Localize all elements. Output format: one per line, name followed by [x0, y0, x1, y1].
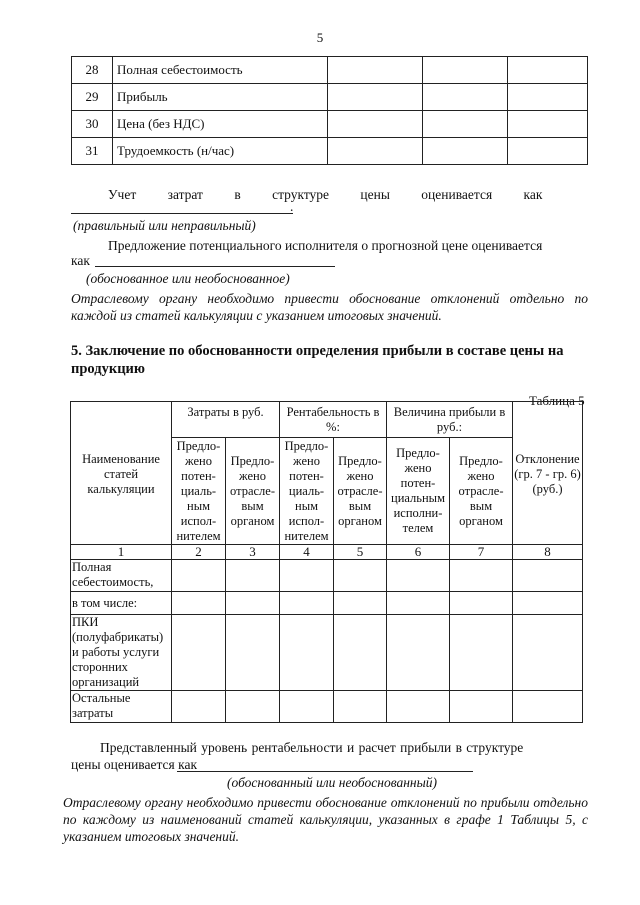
column-number: 8: [513, 545, 583, 560]
value-cell[interactable]: [387, 560, 450, 592]
profitability-blank[interactable]: [177, 771, 473, 772]
value-cell[interactable]: [226, 691, 280, 723]
value-cell[interactable]: [513, 615, 583, 691]
profitability-statement: Представленный уровень рентабельности и расчет прибыли в структуре: [100, 740, 524, 755]
sub-executor-header: Предло-жено потен-циаль-ным испол-нителем: [172, 438, 226, 545]
value-cell[interactable]: [423, 111, 508, 138]
notice-costs: Отраслевому органу необходимо привести обоснование отклонений отдельно по каждой из статей калькуляции с указанием итоговых значений.: [71, 291, 588, 323]
value-cell[interactable]: [172, 615, 226, 691]
column-number: 3: [226, 545, 280, 560]
period: .: [290, 199, 294, 214]
sub-industry-header: Предло-жено отрасле-вым органом: [334, 438, 387, 545]
table-row: [71, 592, 583, 615]
cost-accounting-hint: (правильный или неправильный): [73, 218, 256, 233]
value-cell[interactable]: [387, 592, 450, 615]
value-cell[interactable]: [508, 111, 588, 138]
table-row: [71, 560, 583, 592]
column-number: 7: [450, 545, 513, 560]
table-row: [71, 691, 583, 723]
notice-profit: Отраслевому органу необходимо привести обоснование отклонений по прибыли отдельно по каждому из наименований статей калькуляции, указанных в графе 1 Таблицы 5, с указанием итоговых значений.: [63, 795, 588, 844]
row-number: 29: [72, 84, 113, 111]
row-number: 28: [72, 57, 113, 84]
value-cell[interactable]: [513, 592, 583, 615]
value-cell[interactable]: [280, 691, 334, 723]
sub-industry-header: Предло-жено отрасле-вым органом: [226, 438, 280, 545]
price-proposal-kak: как: [71, 253, 90, 268]
cost-table-continuation: [71, 56, 588, 165]
price-proposal-hint: (обоснованное или необоснованное): [86, 271, 290, 286]
value-cell[interactable]: [423, 84, 508, 111]
value-cell[interactable]: [508, 57, 588, 84]
value-cell[interactable]: [172, 691, 226, 723]
value-cell[interactable]: [328, 84, 423, 111]
value-cell[interactable]: [450, 560, 513, 592]
row-name: Полная себестоимость: [113, 57, 328, 84]
value-cell[interactable]: [226, 560, 280, 592]
value-cell[interactable]: [513, 691, 583, 723]
costs-group-header: Затраты в руб.: [172, 402, 280, 438]
price-proposal-statement: Предложение потенциального исполнителя о прогнозной цене оценивается: [108, 238, 543, 253]
value-cell[interactable]: [423, 57, 508, 84]
col-name-header: Наименование статей калькуляции: [71, 402, 172, 545]
value-cell[interactable]: [450, 615, 513, 691]
row-number: 31: [72, 138, 113, 165]
sub-executor-header: Предло-жено потен-циаль-ным испол-нителем: [280, 438, 334, 545]
value-cell[interactable]: [280, 615, 334, 691]
value-cell[interactable]: [172, 560, 226, 592]
value-cell[interactable]: [328, 138, 423, 165]
value-cell[interactable]: [508, 138, 588, 165]
value-cell[interactable]: [226, 592, 280, 615]
deviation-header: Отклонение (гр. 7 - гр. 6) (руб.): [513, 402, 583, 545]
table-row: [72, 111, 588, 138]
table-caption: Таблица 5: [529, 393, 585, 408]
page-number: 5: [316, 30, 324, 45]
column-number: 4: [280, 545, 334, 560]
row-name: Прибыль: [113, 84, 328, 111]
value-cell[interactable]: [280, 592, 334, 615]
row-number: 30: [72, 111, 113, 138]
value-cell[interactable]: [513, 560, 583, 592]
price-proposal-blank[interactable]: [95, 266, 335, 267]
value-cell[interactable]: [450, 691, 513, 723]
value-cell[interactable]: [423, 138, 508, 165]
profitability-statement-cont: цены оценивается как: [71, 757, 198, 772]
value-cell[interactable]: [328, 57, 423, 84]
table-row: [72, 84, 588, 111]
table-row: [72, 138, 588, 165]
value-cell[interactable]: [387, 615, 450, 691]
value-cell[interactable]: [334, 592, 387, 615]
sub-industry-header: Предло-жено отрасле-вым органом: [450, 438, 513, 545]
column-number: 5: [334, 545, 387, 560]
column-number: 2: [172, 545, 226, 560]
profit-group-header: Величина прибыли в руб.:: [387, 402, 513, 438]
table-row: [72, 57, 588, 84]
value-cell[interactable]: [172, 592, 226, 615]
value-cell[interactable]: [328, 111, 423, 138]
value-cell[interactable]: [334, 560, 387, 592]
cost-accounting-statement: Учет затрат в структуре цены оценивается как: [108, 187, 543, 202]
table-row: [71, 615, 583, 691]
column-number-row: [71, 545, 583, 560]
profitability-hint: (обоснованный или необоснованный): [227, 775, 437, 790]
column-number: 6: [387, 545, 450, 560]
sub-executor-header: Предло-жено потен-циальным исполни-телем: [387, 438, 450, 545]
profit-table: [70, 401, 583, 723]
value-cell[interactable]: [334, 691, 387, 723]
value-cell[interactable]: [334, 615, 387, 691]
header-row: [71, 402, 583, 438]
value-cell[interactable]: [226, 615, 280, 691]
value-cell[interactable]: [387, 691, 450, 723]
row-name: в том числе:: [71, 592, 172, 615]
row-name: Цена (без НДС): [113, 111, 328, 138]
profitability-group-header: Рентабельность в %:: [280, 402, 387, 438]
column-number: 1: [71, 545, 172, 560]
value-cell[interactable]: [280, 560, 334, 592]
row-name: Полная себестоимость,: [71, 560, 172, 592]
value-cell[interactable]: [508, 84, 588, 111]
row-name: Трудоемкость (н/час): [113, 138, 328, 165]
row-name: Остальные затраты: [71, 691, 172, 723]
value-cell[interactable]: [450, 592, 513, 615]
cost-accounting-blank[interactable]: [71, 213, 293, 214]
section-title: 5. Заключение по обоснованности определения прибыли в составе цены на продукцию: [71, 343, 564, 378]
row-name: ПКИ (полуфабрикаты) и работы услуги сторонних организаций: [71, 615, 172, 691]
